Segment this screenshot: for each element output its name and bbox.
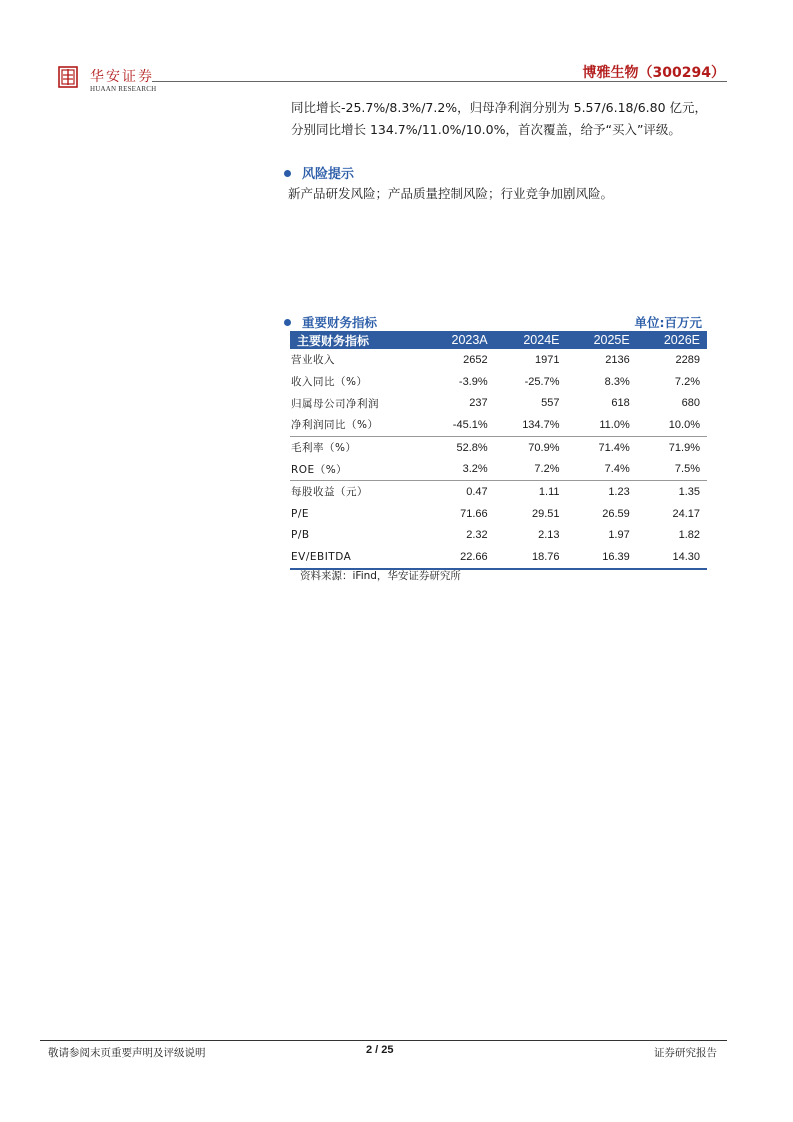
footer-divider — [40, 1040, 727, 1041]
financial-indicators-table — [290, 331, 707, 570]
row-label: ROE（%） — [291, 463, 348, 476]
table-heading — [284, 313, 706, 331]
table-cell: 618 — [611, 397, 630, 410]
table-row — [290, 414, 707, 436]
table-cell: 2.32 — [466, 529, 488, 542]
table-cell: 2289 — [675, 353, 700, 366]
column-header: 主要财务指标 — [290, 331, 424, 349]
row-label: 归属母公司净利润 — [291, 397, 379, 410]
table-cell: 1.82 — [678, 529, 700, 542]
table-cell: 14.30 — [637, 546, 707, 569]
row-label: EV/EBITDA — [290, 546, 424, 569]
row-label: P/E — [291, 507, 310, 520]
table-row — [290, 436, 707, 458]
table-cell: -45.1% — [452, 418, 488, 431]
row-label: 毛利率（%） — [290, 436, 424, 458]
table-cell: 1.11 — [495, 481, 567, 503]
table-row — [290, 503, 707, 525]
table-cell: 1.23 — [567, 481, 637, 503]
footer-disclaimer: 敬请参阅末页重要声明及评级说明 — [48, 1047, 206, 1059]
table-cell: 18.76 — [495, 546, 567, 569]
table-cell: 26.59 — [602, 507, 630, 520]
table-cell: 2652 — [463, 353, 488, 366]
risk-text: 新产品研发风险；产品质量控制风险；行业竞争加剧风险。 — [288, 186, 614, 201]
table-cell: 7.4% — [604, 463, 630, 476]
table-cell: 1971 — [535, 353, 560, 366]
table-row — [290, 392, 707, 414]
table-cell: 10.0% — [668, 418, 700, 431]
table-cell: 71.66 — [460, 507, 488, 520]
summary-line-2: 分别同比增长 134.7%/11.0%/10.0%，首次覆盖，给予“买入”评级。 — [291, 122, 681, 137]
risk-heading — [284, 163, 354, 182]
table-cell: 16.39 — [567, 546, 637, 569]
column-header: 2024E — [495, 331, 567, 349]
row-label: 净利润同比（%） — [291, 419, 379, 432]
column-header: 2025E — [567, 331, 637, 349]
table-cell: -25.7% — [524, 375, 560, 388]
table-row — [290, 371, 707, 393]
table-cell: 7.2% — [674, 375, 700, 388]
table-cell: 24.17 — [672, 507, 700, 520]
table-cell: 1.35 — [637, 481, 707, 503]
table-row — [290, 349, 707, 371]
table-cell: 1.97 — [608, 529, 630, 542]
row-label: 每股收益（元） — [290, 481, 424, 503]
table-unit: 单位:百万元 — [634, 315, 702, 330]
huaan-logo-icon — [58, 66, 78, 88]
row-label: P/B — [291, 529, 310, 542]
table-cell: 29.51 — [531, 507, 560, 520]
table-row — [290, 481, 707, 503]
table-cell: 70.9% — [495, 436, 567, 458]
bullet-icon — [284, 319, 291, 326]
table-row — [290, 525, 707, 547]
table-cell: 8.3% — [604, 375, 630, 388]
footer-report-type: 证券研究报告 — [654, 1047, 717, 1059]
table-cell: 71.4% — [567, 436, 637, 458]
column-header: 2026E — [637, 331, 707, 349]
table-cell: 557 — [541, 397, 560, 410]
table-cell: 7.5% — [674, 463, 700, 476]
table-row — [290, 546, 707, 569]
report-title: 博雅生物（300294） — [582, 65, 725, 81]
table-heading-text: 重要财务指标 — [302, 315, 378, 330]
risk-heading-text: 风险提示 — [302, 167, 355, 182]
table-cell: 22.66 — [424, 546, 494, 569]
bullet-icon — [284, 170, 291, 177]
column-header: 2023A — [424, 331, 494, 349]
table-cell: 71.9% — [637, 436, 707, 458]
brand-english-name: HUAAN RESEARCH — [90, 85, 157, 93]
header-divider — [152, 81, 727, 82]
table-header-row — [290, 331, 707, 349]
row-label: 收入同比（%） — [291, 376, 368, 389]
summary-line-1: 同比增长-25.7%/8.3%/7.2%，归母净利润分别为 5.57/6.18/6.80 亿元， — [291, 100, 708, 115]
table-cell: 2136 — [605, 353, 630, 366]
table-row — [290, 458, 707, 480]
table-cell: 2.13 — [538, 529, 560, 542]
table-source: 资料来源：iFind，华安证券研究所 — [300, 570, 461, 582]
table-cell: 52.8% — [424, 436, 494, 458]
table-cell: 11.0% — [599, 418, 630, 431]
table-cell: 237 — [469, 397, 488, 410]
page-number: 2 / 25 — [366, 1044, 394, 1056]
table-cell: 0.47 — [424, 481, 494, 503]
table-cell: 3.2% — [462, 463, 488, 476]
table-cell: 680 — [681, 397, 700, 410]
row-label: 营业收入 — [291, 354, 335, 367]
table-cell: -3.9% — [458, 375, 488, 388]
table-cell: 7.2% — [534, 463, 560, 476]
brand-name: 华安证券 — [90, 69, 154, 85]
table-cell: 134.7% — [522, 418, 560, 431]
